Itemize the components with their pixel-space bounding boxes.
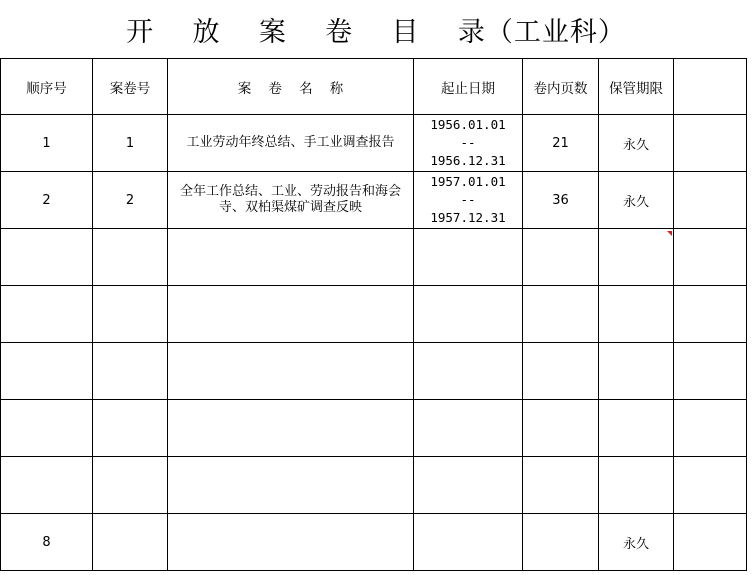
header-file-no[interactable]: 案卷号 — [93, 59, 168, 115]
cell-retention[interactable]: 永久 — [599, 115, 674, 172]
cell-seq[interactable] — [1, 286, 93, 343]
cell-name[interactable] — [168, 400, 414, 457]
cell-date[interactable] — [414, 343, 523, 400]
table-row — [1, 514, 747, 571]
cell-seq[interactable] — [1, 229, 93, 286]
cell-retention[interactable] — [599, 457, 674, 514]
date-start: 1957.01.01 — [430, 174, 506, 189]
cell-name[interactable]: 全年工作总结、工业、劳动报告和海会寺、双柏渠煤矿调查反映 — [168, 172, 414, 229]
cell-blank[interactable] — [674, 343, 747, 400]
cell-retention[interactable]: 永久 — [599, 514, 674, 571]
cell-file-no[interactable] — [93, 343, 168, 400]
cell-retention[interactable] — [599, 286, 674, 343]
sheet-title — [0, 0, 752, 58]
date-separator: -- — [460, 135, 476, 150]
cell-seq[interactable]: 2 — [1, 172, 93, 229]
cell-seq[interactable]: 1 — [1, 115, 93, 172]
cell-file-no[interactable] — [93, 400, 168, 457]
cell-blank[interactable] — [674, 172, 747, 229]
cell-blank[interactable] — [674, 400, 747, 457]
header-date[interactable]: 起止日期 — [414, 59, 523, 115]
date-end: 1956.12.31 — [430, 153, 506, 168]
header-pages[interactable]: 卷内页数 — [523, 59, 599, 115]
header-name[interactable]: 案 卷 名 称 — [168, 59, 414, 115]
cell-seq[interactable]: 8 — [1, 514, 93, 571]
table-row — [1, 172, 747, 229]
header-seq[interactable]: 顺序号 — [1, 59, 93, 115]
cell-pages[interactable] — [523, 343, 599, 400]
cell-name[interactable] — [168, 229, 414, 286]
table-row — [1, 457, 747, 514]
cell-date[interactable] — [414, 286, 523, 343]
cell-date[interactable] — [414, 229, 523, 286]
cell-pages[interactable]: 36 — [523, 172, 599, 229]
cell-file-no[interactable] — [93, 514, 168, 571]
cell-pages[interactable] — [523, 229, 599, 286]
cell-date[interactable] — [414, 400, 523, 457]
cell-seq[interactable] — [1, 343, 93, 400]
table-row — [1, 343, 747, 400]
cell-name[interactable] — [168, 343, 414, 400]
cell-file-no[interactable] — [93, 229, 168, 286]
header-blank[interactable] — [674, 59, 747, 115]
cell-blank[interactable] — [674, 229, 747, 286]
cell-file-no[interactable] — [93, 286, 168, 343]
cell-name[interactable] — [168, 457, 414, 514]
cell-retention[interactable] — [599, 343, 674, 400]
cell-blank[interactable] — [674, 457, 747, 514]
cell-blank[interactable] — [674, 115, 747, 172]
date-end: 1957.12.31 — [430, 210, 506, 225]
table-row — [1, 229, 747, 286]
cell-name[interactable] — [168, 286, 414, 343]
cell-file-no[interactable]: 2 — [93, 172, 168, 229]
cell-file-no[interactable] — [93, 457, 168, 514]
date-start: 1956.01.01 — [430, 117, 506, 132]
cell-file-no[interactable]: 1 — [93, 115, 168, 172]
table-row — [1, 286, 747, 343]
date-separator: -- — [460, 192, 476, 207]
sheet-title-text: 开 放 案 卷 目 录（工业科） — [126, 16, 626, 48]
cell-blank[interactable] — [674, 286, 747, 343]
cell-pages[interactable] — [523, 457, 599, 514]
cell-name[interactable] — [168, 514, 414, 571]
cell-pages[interactable] — [523, 514, 599, 571]
cell-pages[interactable]: 21 — [523, 115, 599, 172]
catalog-table — [0, 58, 747, 571]
cell-seq[interactable] — [1, 457, 93, 514]
cell-retention[interactable] — [599, 229, 674, 286]
cell-retention[interactable] — [599, 400, 674, 457]
cell-date[interactable] — [414, 514, 523, 571]
cell-name[interactable]: 工业劳动年终总结、手工业调查报告 — [168, 115, 414, 172]
cell-date[interactable] — [414, 457, 523, 514]
cell-date[interactable] — [414, 115, 523, 172]
cell-blank[interactable] — [674, 514, 747, 571]
header-retention[interactable]: 保管期限 — [599, 59, 674, 115]
cell-retention[interactable]: 永久 — [599, 172, 674, 229]
cell-date[interactable] — [414, 172, 523, 229]
cell-seq[interactable] — [1, 400, 93, 457]
cell-pages[interactable] — [523, 286, 599, 343]
comment-marker-icon[interactable] — [667, 231, 672, 236]
table-row — [1, 400, 747, 457]
table-row — [1, 115, 747, 172]
header-row — [1, 59, 747, 115]
cell-pages[interactable] — [523, 400, 599, 457]
